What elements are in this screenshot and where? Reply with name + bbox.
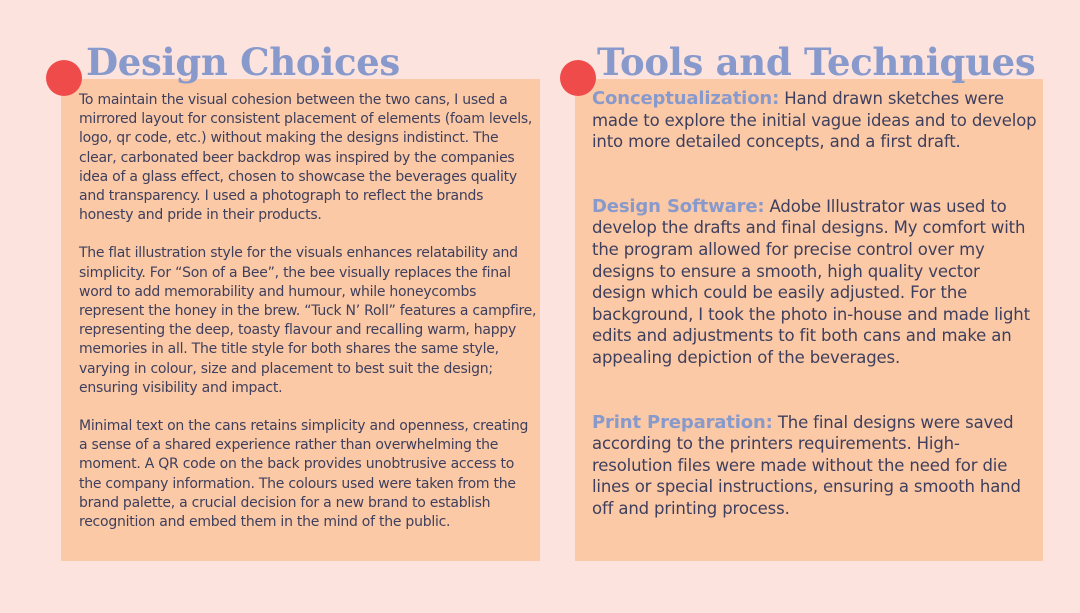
tools-item-text: Hand drawn sketches were made to explore the initial vague ideas and to develop into more detailed concepts, and a first draft. bbox=[592, 89, 1037, 152]
tools-item-text: The final designs were saved according to the printers requirements. High-resolution files were made without the need for die lines or special instructions, ensuring a smooth hand off and printing process. bbox=[592, 412, 1021, 518]
tools-item-term: Design Software: bbox=[592, 195, 765, 217]
tools-item-print-preparation bbox=[592, 412, 1038, 520]
tools-item-design-software bbox=[592, 196, 1038, 369]
design-choices-paragraph: Minimal text on the cans retains simplicity and openness, creating a sense of a shared experience rather than overwhelming the moment. A QR code on the back provides unobtrusive access to the company information. The colours used were taken from the brand palette, a crucial decision for a new brand to establish recognition and embed them in the mind of the public. bbox=[79, 418, 529, 531]
tools-item-term: Print Preparation: bbox=[592, 411, 773, 433]
tools-item-term: Conceptualization: bbox=[592, 88, 780, 109]
tools-item-conceptualization bbox=[592, 88, 1038, 153]
red-dot-decoration bbox=[46, 60, 82, 96]
tools-techniques-heading: Tools and Techniques bbox=[597, 40, 1036, 84]
red-dot-decoration bbox=[560, 60, 596, 96]
tools-techniques-body bbox=[592, 88, 1038, 520]
design-choices-paragraph: To maintain the visual cohesion between the two cans, I used a mirrored layout for consistent placement of elements (foam levels, logo, qr code, etc.) without making the designs indistinct. The clear, carbonated beer backdrop was inspired by the companies idea of a glass effect, chosen to showcase the beverages quality and transparency. I used a photograph to reflect the brands honesty and pride in their products. bbox=[79, 92, 533, 224]
tools-item-text: Adobe Illustrator was used to develop the drafts and final designs. My comfort with the program allowed for precise control over my designs to ensure a smooth, high quality vector design which could be easily adjusted. For the background, I took the photo in-house and made light edits and adjustments to fit both cans and make an appealing depiction of the beverages. bbox=[592, 196, 1030, 367]
design-choices-paragraph: The flat illustration style for the visuals enhances relatability and simplicity. For “Son of a Bee”, the bee visually replaces the final word to add memorability and humour, while honeycombs represent the honey in the brew. “Tuck N’ Roll” features a campfire, representing the deep, toasty flavour and recalling warm, happy memories in all. The title style for both shares the same style, varying in colour, size and placement to best suit the design; ensuring visibility and impact. bbox=[79, 245, 537, 396]
design-choices-heading: Design Choices bbox=[86, 40, 400, 84]
design-choices-body bbox=[79, 91, 537, 551]
